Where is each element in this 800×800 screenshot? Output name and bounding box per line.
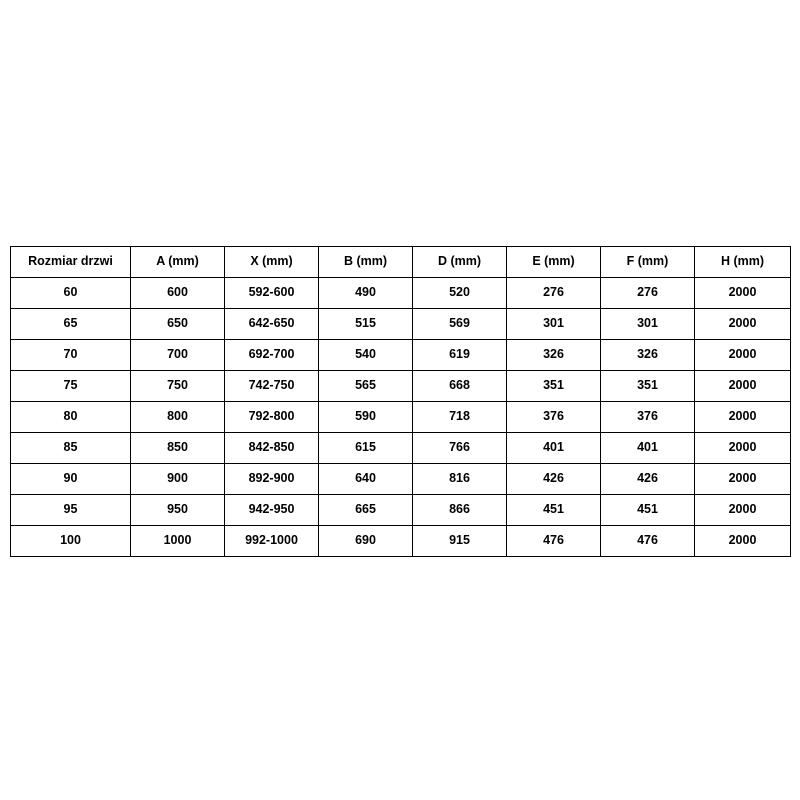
cell-f: 301: [601, 309, 695, 340]
column-header-h: H (mm): [695, 247, 791, 278]
table-row: [11, 526, 791, 557]
column-header-door-size: Rozmiar drzwi: [11, 247, 131, 278]
cell-x: 692-700: [225, 340, 319, 371]
cell-f: 376: [601, 402, 695, 433]
cell-h: 2000: [695, 495, 791, 526]
cell-a: 950: [131, 495, 225, 526]
cell-h: 2000: [695, 464, 791, 495]
cell-a: 600: [131, 278, 225, 309]
column-header-f: F (mm): [601, 247, 695, 278]
table-row: [11, 340, 791, 371]
cell-d: 915: [413, 526, 507, 557]
spec-table-container: [10, 246, 790, 557]
cell-d: 668: [413, 371, 507, 402]
cell-h: 2000: [695, 433, 791, 464]
table-header: [11, 247, 791, 278]
cell-door-size: 80: [11, 402, 131, 433]
cell-b: 490: [319, 278, 413, 309]
table-row: [11, 402, 791, 433]
cell-d: 766: [413, 433, 507, 464]
cell-b: 665: [319, 495, 413, 526]
cell-f: 451: [601, 495, 695, 526]
table-row: [11, 371, 791, 402]
cell-door-size: 100: [11, 526, 131, 557]
cell-h: 2000: [695, 309, 791, 340]
cell-a: 1000: [131, 526, 225, 557]
cell-f: 476: [601, 526, 695, 557]
cell-x: 892-900: [225, 464, 319, 495]
column-header-d: D (mm): [413, 247, 507, 278]
cell-d: 569: [413, 309, 507, 340]
cell-x: 842-850: [225, 433, 319, 464]
cell-door-size: 85: [11, 433, 131, 464]
cell-x: 992-1000: [225, 526, 319, 557]
table-row: [11, 464, 791, 495]
door-size-specification-table: [10, 246, 791, 557]
cell-door-size: 90: [11, 464, 131, 495]
cell-x: 792-800: [225, 402, 319, 433]
cell-d: 718: [413, 402, 507, 433]
cell-b: 590: [319, 402, 413, 433]
table-row: [11, 433, 791, 464]
cell-b: 640: [319, 464, 413, 495]
cell-f: 426: [601, 464, 695, 495]
cell-e: 376: [507, 402, 601, 433]
table-row: [11, 309, 791, 340]
cell-e: 301: [507, 309, 601, 340]
cell-d: 520: [413, 278, 507, 309]
table-row: [11, 278, 791, 309]
cell-door-size: 65: [11, 309, 131, 340]
cell-a: 650: [131, 309, 225, 340]
cell-door-size: 75: [11, 371, 131, 402]
cell-b: 540: [319, 340, 413, 371]
cell-e: 326: [507, 340, 601, 371]
cell-h: 2000: [695, 402, 791, 433]
cell-e: 276: [507, 278, 601, 309]
cell-b: 615: [319, 433, 413, 464]
cell-h: 2000: [695, 371, 791, 402]
cell-a: 900: [131, 464, 225, 495]
column-header-b: B (mm): [319, 247, 413, 278]
cell-x: 942-950: [225, 495, 319, 526]
cell-f: 276: [601, 278, 695, 309]
cell-h: 2000: [695, 278, 791, 309]
cell-a: 700: [131, 340, 225, 371]
cell-a: 800: [131, 402, 225, 433]
cell-h: 2000: [695, 526, 791, 557]
cell-e: 476: [507, 526, 601, 557]
cell-door-size: 70: [11, 340, 131, 371]
column-header-e: E (mm): [507, 247, 601, 278]
cell-door-size: 95: [11, 495, 131, 526]
table-body: [11, 278, 791, 557]
column-header-x: X (mm): [225, 247, 319, 278]
cell-b: 565: [319, 371, 413, 402]
cell-b: 515: [319, 309, 413, 340]
cell-x: 742-750: [225, 371, 319, 402]
cell-door-size: 60: [11, 278, 131, 309]
cell-f: 326: [601, 340, 695, 371]
table-row: [11, 495, 791, 526]
cell-d: 816: [413, 464, 507, 495]
cell-h: 2000: [695, 340, 791, 371]
cell-f: 401: [601, 433, 695, 464]
cell-f: 351: [601, 371, 695, 402]
cell-b: 690: [319, 526, 413, 557]
cell-x: 592-600: [225, 278, 319, 309]
table-header-row: [11, 247, 791, 278]
cell-e: 351: [507, 371, 601, 402]
cell-a: 750: [131, 371, 225, 402]
cell-e: 451: [507, 495, 601, 526]
cell-e: 401: [507, 433, 601, 464]
cell-e: 426: [507, 464, 601, 495]
cell-a: 850: [131, 433, 225, 464]
cell-x: 642-650: [225, 309, 319, 340]
column-header-a: A (mm): [131, 247, 225, 278]
cell-d: 866: [413, 495, 507, 526]
cell-d: 619: [413, 340, 507, 371]
